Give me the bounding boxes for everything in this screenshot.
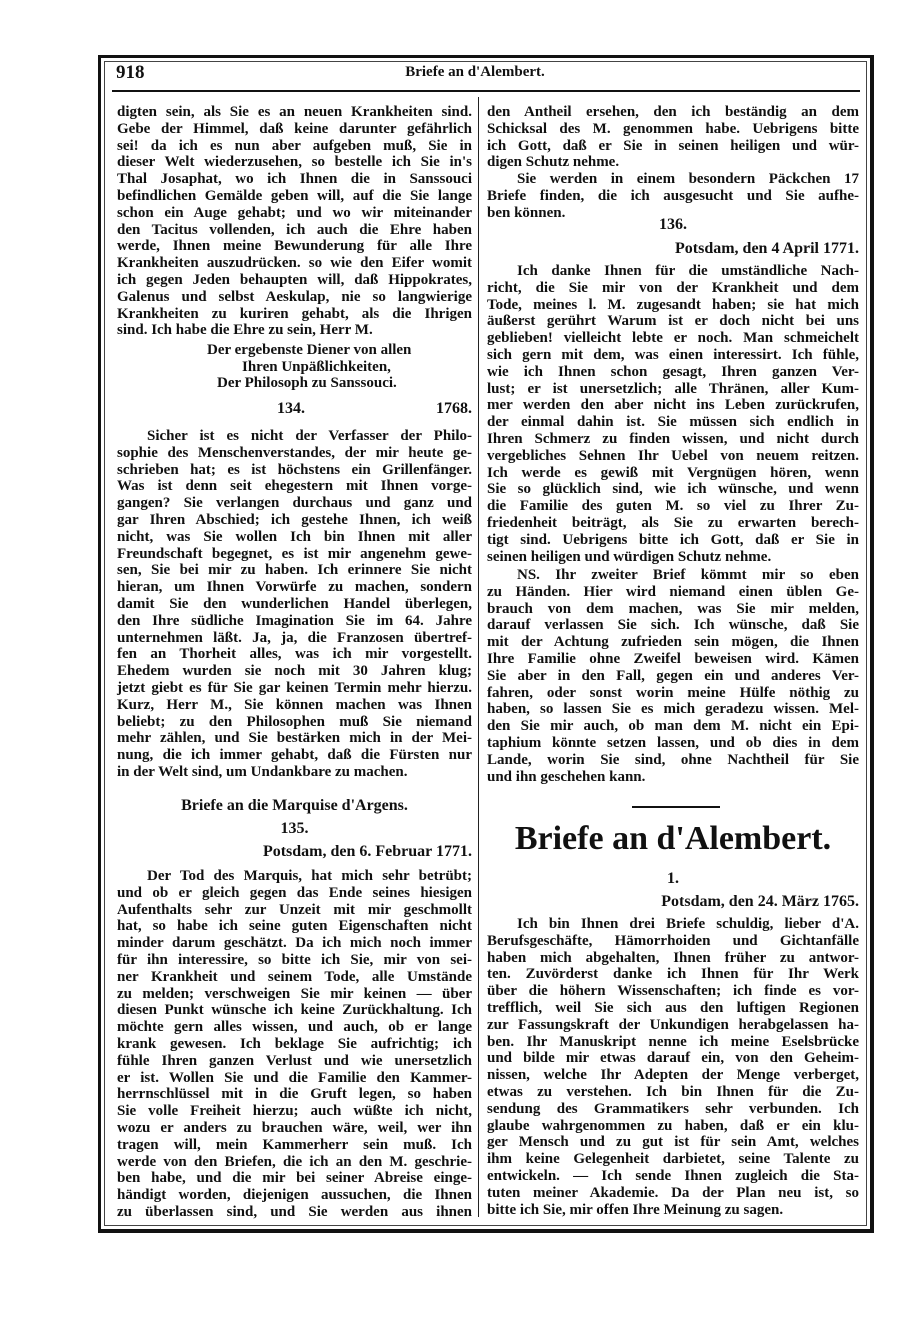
text-line: zur Fassungskraft der Unkundigen herabgelassen ha- xyxy=(487,1016,859,1033)
text-line: etwas zu verstehen. Ich bin Ihnen für die Zu- xyxy=(487,1083,859,1100)
text-line: darauf verlassen Sie sich. Ich wünsche, daß Sie xyxy=(487,617,859,634)
text-line: möchte gern alles wissen, und auch, ob er lange xyxy=(117,1019,472,1036)
text-line: für ihn interessire, so bitte ich Sie, mir von sei- xyxy=(117,951,472,968)
alembert-letter-date: Potsdam, den 24. März 1765. xyxy=(661,893,859,910)
text-line: trefflich, weil Sie sich aus den luftigen Regionen xyxy=(487,999,859,1016)
text-line: werde von den Briefen, die ich an den M. geschrie- xyxy=(117,1153,472,1170)
text-line: den Antheil ersehen, den ich beständig an dem xyxy=(487,104,859,120)
text-line: nissen, welche Ihr Adepten der Menge verberget, xyxy=(487,1067,859,1084)
running-title: Briefe an d'Alembert. xyxy=(405,64,545,80)
text-line: Tode, meines l. M. zugesandt haben; sie hat mich xyxy=(487,296,859,313)
text-line: Gebe der Himmel, daß keine darunter gefährlich xyxy=(117,120,472,137)
text-line: gar Ihren Abschied; ich gestehe Ihnen, ich weiß xyxy=(117,511,472,528)
text-line: digen Schutz nehme. xyxy=(487,154,620,171)
letter-136-postscript xyxy=(487,567,859,785)
text-line: Sie volle Freiheit hierzu; auch wüßte ich nicht, xyxy=(117,1103,472,1120)
text-line: mehr zählen, und Sie bestärken mich in der Mei- xyxy=(117,730,472,747)
text-line: Krankheiten zu kuriren gehabt, als die Ihrigen xyxy=(117,305,472,322)
text-line: er ist. Wollen Sie und die Familie den Kammer- xyxy=(117,1069,472,1086)
text-line: Berufsgeschäfte, Hämorrhoiden und Gichtanfälle xyxy=(487,932,859,949)
text-line: minder darum geschätzt. Da ich mich noch immer xyxy=(117,935,472,952)
text-line: schrieben hat; es ist höchstens ein Grillenfänger. xyxy=(117,461,472,478)
signature-block xyxy=(117,342,472,392)
text-line: beliebt; zu den Philosophen muß Sie niemand xyxy=(117,713,472,730)
text-line: Ich bin Ihnen drei Briefe schuldig, lieber d'A. xyxy=(517,916,859,932)
text-line: Schicksal des M. genommen habe. Uebrigens bitte xyxy=(487,120,859,137)
text-line: den Sie mir auch, ob man dem M. nicht ein Epi- xyxy=(487,718,859,735)
text-line: Thal Josaphat, wo ich Ihnen die in Sanssouci xyxy=(117,171,472,188)
text-line: fahren, oder sonst worin meine Hülfe nöthig zu xyxy=(487,684,859,701)
text-line: taphium könnte setzen lassen, und ob dies in dem xyxy=(487,734,859,751)
header-rule xyxy=(112,90,860,92)
text-line: lust; er ist unersetzlich; alle Thränen, aller Kum- xyxy=(487,380,859,397)
text-line: entwickeln. — Ich sende Ihnen zugleich die Sta- xyxy=(487,1167,859,1184)
text-line: zu überlassen sind, und Sie werden aus ihnen xyxy=(117,1203,472,1220)
text-line: Sie werden in einem besondern Päckchen 17 xyxy=(517,171,859,187)
text-line: wozu er anders zu brauchen wäre, weil, wer ihn xyxy=(117,1119,472,1136)
text-line: ben. Ihr Manuskript nenne ich meine Eselsbrücke xyxy=(487,1033,859,1050)
text-line: über die höhern Wissenschaften; ich finde es vor- xyxy=(487,983,859,1000)
text-line: die Familie des guten M. so viel zu Ihrer Zu- xyxy=(487,498,859,515)
letter-133-ending xyxy=(117,104,472,339)
text-line: und bilde mir etwas darauf ein, von den Geheim- xyxy=(487,1050,859,1067)
text-line: Freundschaft begegnet, es ist mir angenehm gewe- xyxy=(117,545,472,562)
text-line: sei! da ich es nun aber aufgeben muß, Sie in xyxy=(117,137,472,154)
text-line: ben habe, und die mir bei seiner Abreise einge- xyxy=(117,1170,472,1187)
text-line: dieser Welt wiederzusehen, so bestelle ich Sie in's xyxy=(117,154,472,171)
text-line: Ihre Familie ohne Zweifel beweisen wird. Kämen xyxy=(487,650,859,667)
letter-135-date: Potsdam, den 6. Februar 1771. xyxy=(262,843,472,860)
text-line: und ob er gleich gegen das Ende seines hiesigen xyxy=(117,884,472,901)
text-line: mit der Achtung zufrieden sein mögen, die Ihnen xyxy=(487,634,859,651)
text-line: tragen will, mein Kammerherr sein muß. Ich xyxy=(117,1136,472,1153)
text-line: haben mich abgehalten, Ihnen früher zu antwor- xyxy=(487,949,859,966)
text-line: werde, Ihnen meine Bewunderung für alle Ihre xyxy=(117,238,472,255)
text-line: befindlichen Gemälde geben will, auf die Sie lange xyxy=(117,187,472,204)
text-line: nicht, was Sie wollen Ich bin Ihnen mit aller xyxy=(117,528,472,545)
text-line: Sie so glücklich sind, wie ich wünsche, und wenn xyxy=(487,481,859,498)
text-line: Ich danke Ihnen für die umständliche Nach- xyxy=(517,263,859,279)
text-line: den Ihre südliche Imagination Sie im 64. Jahre xyxy=(117,612,472,629)
text-line: Ihren Schmerz zu finden wissen, und nicht durch xyxy=(487,430,859,447)
text-line: in der Welt sind, um Undankbare zu machen. xyxy=(117,763,408,780)
text-line: ten. Zuvörderst danke ich Ihnen für Ihr Werk xyxy=(487,966,859,983)
text-line: ben können. xyxy=(487,204,566,221)
text-line: hieran, um Ihnen Vorwürfe zu machen, sondern xyxy=(117,579,472,596)
text-line: glaube wahrgenommen zu haben, daß er ein klu- xyxy=(487,1117,859,1134)
letter-135-continuation xyxy=(487,104,859,171)
signature-line: Ihren Unpäßlichkeiten, xyxy=(242,358,391,375)
text-line: und ihn geschehen kann. xyxy=(487,768,646,785)
text-line: gangen? Sie verlangen durchaus und ganz und xyxy=(117,495,472,512)
text-line: sen, Sie bei mir zu haben. Ich erinnere Sie nicht xyxy=(117,562,472,579)
letter-year: 1768. xyxy=(436,400,472,417)
text-line: tigt sind. Uebrigens bitte ich Gott, daß er Sie in xyxy=(487,531,859,548)
text-line: sendung des Grammatikers sehr verbunden. Ich xyxy=(487,1100,859,1117)
section-divider xyxy=(632,806,720,808)
letter-134-heading xyxy=(117,400,472,420)
text-line: fen an Thorheit alles, was ich mir vorgestellt. xyxy=(117,646,472,663)
text-line: bitte ich Sie, mir offen Ihre Meinung zu sagen. xyxy=(487,1201,784,1218)
text-line: Krankheiten auszudrücken. so wie den Eifer womit xyxy=(117,255,472,272)
text-line: krank gewesen. Ich beklage Sie aufrichtig; ich xyxy=(117,1035,472,1052)
text-line: diesen Punkt wünsche ich keine Zurückhaltung. Ich xyxy=(117,1002,472,1019)
text-line: Briefe finden, die ich ausgesucht und Sie aufhe- xyxy=(487,187,859,204)
letter-136-number: 136. xyxy=(659,216,687,233)
text-line: friedenheit beiträgt, als Sie zu erwarten berech- xyxy=(487,514,859,531)
text-line: brauch von dem machen, was Sie mir melden, xyxy=(487,600,859,617)
text-line: sophie des Menschenverstandes, der mir heute ge- xyxy=(117,444,472,461)
text-line: jetzt giebt es für Sie gar keinen Termin mehr hierzu. xyxy=(117,679,472,696)
text-line: hat, so habe ich seine guten Eigenschaften nicht xyxy=(117,918,472,935)
letter-136-date: Potsdam, den 4 April 1771. xyxy=(674,240,859,257)
text-line: Sicher ist es nicht der Verfasser der Philo- xyxy=(147,428,472,444)
text-line: Kurz, Herr M., Sie können machen was Ihnen xyxy=(117,696,472,713)
text-line: schon ein Auge gehabt; und wo wir miteinander xyxy=(117,204,472,221)
text-line: damit Sie den wunderlichen Handel überlegen, xyxy=(117,595,472,612)
text-line: haben, so lassen Sie es mich geradezu wissen. Mel- xyxy=(487,701,859,718)
column-divider xyxy=(478,97,479,1217)
letter-135-postscript xyxy=(487,171,859,221)
text-line: sind. Ich habe die Ehre zu sein, Herr M. xyxy=(117,322,373,339)
text-line: Was ist denn seit ehegestern mit Ihnen vorge- xyxy=(117,478,472,495)
text-line: vergebliches Sehnen Ihr Uebel von neuem reitzen. xyxy=(487,447,859,464)
text-line: geblieben! vielleicht lebte er noch. Man schmeichelt xyxy=(487,330,859,347)
text-line: Galenus und selbst Aeskulap, nie so langwierige xyxy=(117,288,472,305)
letter-135-number: 135. xyxy=(280,820,309,837)
signature-line: Der ergebenste Diener von allen xyxy=(207,342,412,358)
text-line: Lande, worin Sie sind, ohne Nachtheil für Sie xyxy=(487,751,859,768)
text-line: sich gern mit dem, was einen interessirt. Ich fühle, xyxy=(487,346,859,363)
alembert-letter-body xyxy=(487,916,859,1218)
alembert-letter-number: 1. xyxy=(667,870,679,887)
text-line: ich Gott, daß er Sie in seinen heiligen und wür- xyxy=(487,137,859,154)
text-line: herrnschlüssel mit in die Gruft legen, so haben xyxy=(117,1086,472,1103)
page-number: 918 xyxy=(116,62,145,83)
text-line: ihm keine Gelegenheit darbietet, seine Talente zu xyxy=(487,1151,859,1168)
text-line: seinen heiligen und würdigen Schutz nehme. xyxy=(487,548,772,565)
text-line: Ehedem wurden sie noch mit 30 Jahren klug; xyxy=(117,663,472,680)
text-line: ner Krankheit und seinem Tode, alle Umstände xyxy=(117,968,472,985)
text-line: NS. Ihr zweiter Brief kömmt mir so eben xyxy=(517,567,859,583)
section-heading-marquise: Briefe an die Marquise d'Argens. xyxy=(181,797,408,814)
text-line: zu melden; verschweigen Sie mir keinen — über xyxy=(117,985,472,1002)
letter-136-body xyxy=(487,263,859,565)
text-line: ger Mensch und zu gut ist für sein Amt, welches xyxy=(487,1134,859,1151)
letter-135-body xyxy=(117,868,472,1221)
text-line: zu Händen. Hier wird niemand einen üblen Ge- xyxy=(487,583,859,600)
text-line: den Tacitus vollenden, ich auch die Ehre haben xyxy=(117,221,472,238)
text-line: unternehmen läßt. Ja, ja, die Franzosen übertref- xyxy=(117,629,472,646)
text-line: Aufenthalts sehr zur Unzeit mit mir geschmollt xyxy=(117,901,472,918)
text-line: fühle Ihren ganzen Verlust und wie unersetzlich xyxy=(117,1052,472,1069)
text-line: äußerst gerührt Warum ist er doch nicht bei uns xyxy=(487,313,859,330)
text-line: ich gegen Jeden behaupten will, daß Hippokrates, xyxy=(117,271,472,288)
letter-number: 134. xyxy=(277,400,305,417)
text-line: wie ich Ihnen schon gesagt, Ihren ganzen Ver- xyxy=(487,363,859,380)
text-line: händigt worden, diejenigen aussuchen, die Ihnen xyxy=(117,1187,472,1204)
signature-line: Der Philosoph zu Sanssouci. xyxy=(217,375,397,392)
text-line: tuten meiner Akademie. Da der Plan neu ist, so xyxy=(487,1184,859,1201)
text-line: nung, die ich immer gehabt, daß die Fürsten nur xyxy=(117,747,472,764)
letter-134-body xyxy=(117,428,472,781)
text-line: mer werden den aber nicht ins Leben zurückrufen, xyxy=(487,397,859,414)
text-line: der einmal dahin ist. Sie müssen sich endlich in xyxy=(487,414,859,431)
text-line: Ich werde es gewiß mit Vergnügen hören, wenn xyxy=(487,464,859,481)
text-line: Sie aber in den Fall, gegen ein und anderes Ver- xyxy=(487,667,859,684)
section-heading-alembert: Briefe an d'Alembert. xyxy=(514,820,832,857)
text-line: Der Tod des Marquis, hat mich sehr betrübt; xyxy=(147,868,472,884)
text-line: richt, die Sie mir von der Krankheit und dem xyxy=(487,279,859,296)
text-line: digten sein, als Sie es an neuen Krankheiten sind. xyxy=(117,104,472,120)
